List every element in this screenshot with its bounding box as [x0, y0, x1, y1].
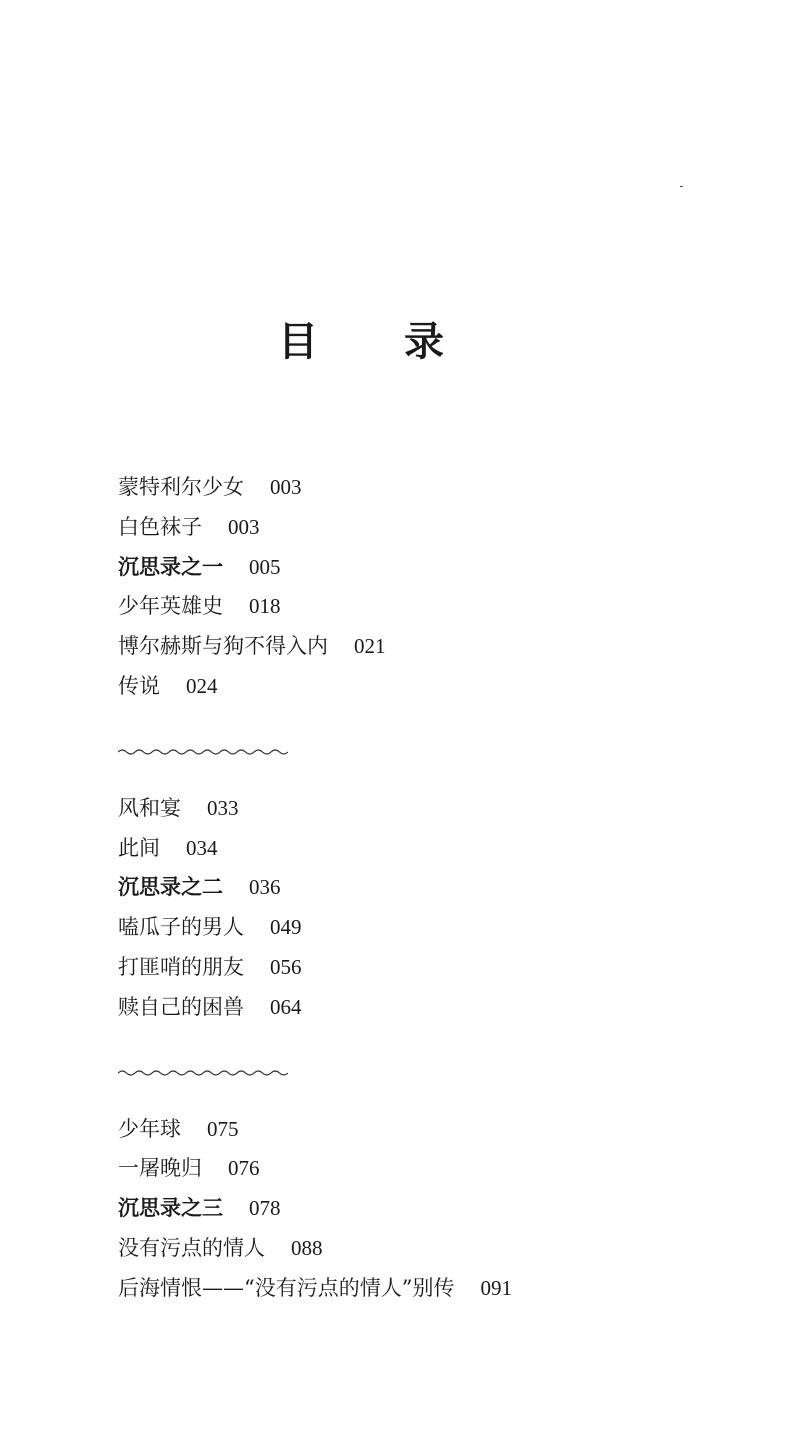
entry-title: 后海情恨——“没有污点的情人”别传 — [118, 1275, 455, 1300]
entry-title: 嗑瓜子的男人 — [118, 915, 244, 940]
entry-title: 少年球 — [118, 1116, 181, 1141]
wave-divider-icon — [118, 745, 288, 759]
toc-entry[interactable] — [118, 910, 758, 950]
toc-section-2 — [118, 791, 758, 1030]
entry-page-number: 078 — [249, 1196, 281, 1221]
entry-page-number: 033 — [207, 795, 239, 820]
table-of-contents — [118, 470, 758, 1311]
entry-page-number: 034 — [186, 835, 218, 860]
entry-page-number: 088 — [291, 1235, 323, 1260]
entry-title: 沉思录之三 — [118, 1195, 223, 1221]
toc-section-1 — [118, 470, 758, 709]
toc-entry[interactable] — [118, 990, 758, 1030]
toc-entry[interactable] — [118, 550, 758, 590]
wave-divider-icon — [118, 1066, 288, 1080]
toc-entry[interactable] — [118, 1151, 758, 1191]
entry-page-number: 091 — [480, 1275, 512, 1300]
toc-entry[interactable] — [118, 510, 758, 550]
entry-page-number: 018 — [249, 594, 281, 619]
toc-entry[interactable] — [118, 870, 758, 910]
entry-page-number: 076 — [228, 1156, 260, 1181]
entry-title: 沉思录之一 — [118, 553, 223, 579]
entry-title: 白色袜子 — [118, 514, 202, 539]
entry-title: 博尔赫斯与狗不得入内 — [118, 634, 328, 659]
entry-title: 一屠晚归 — [118, 1156, 202, 1181]
toc-entry[interactable] — [118, 1191, 758, 1231]
entry-title: 传说 — [118, 673, 160, 698]
toc-entry[interactable] — [118, 950, 758, 990]
entry-page-number: 075 — [207, 1116, 239, 1141]
toc-entry[interactable] — [118, 1112, 758, 1152]
entry-title: 沉思录之二 — [118, 874, 223, 900]
entry-title: 赎自己的困兽 — [118, 994, 244, 1019]
entry-title: 没有污点的情人 — [118, 1235, 265, 1260]
section-divider — [118, 1034, 758, 1112]
entry-page-number: 064 — [270, 994, 302, 1019]
toc-entry[interactable] — [118, 1231, 758, 1271]
toc-entry[interactable] — [118, 669, 758, 709]
entry-page-number: 056 — [270, 954, 302, 979]
entry-title: 少年英雄史 — [118, 594, 223, 619]
toc-entry[interactable] — [118, 1271, 758, 1311]
entry-title: 打匪哨的朋友 — [118, 954, 244, 979]
entry-title: 风和宴 — [118, 795, 181, 820]
entry-title: 此间 — [118, 835, 160, 860]
print-speck — [680, 186, 683, 187]
toc-entry[interactable] — [118, 470, 758, 510]
toc-entry[interactable] — [118, 831, 758, 871]
entry-page-number: 036 — [249, 875, 281, 900]
entry-page-number: 049 — [270, 915, 302, 940]
toc-entry[interactable] — [118, 629, 758, 669]
entry-page-number: 003 — [228, 514, 260, 539]
section-divider — [118, 713, 758, 791]
entry-page-number: 005 — [249, 554, 281, 579]
toc-entry[interactable] — [118, 589, 758, 629]
page-title: 目 录 — [278, 318, 480, 365]
toc-entry[interactable] — [118, 791, 758, 831]
entry-page-number: 024 — [186, 673, 218, 698]
toc-section-3 — [118, 1112, 758, 1311]
entry-page-number: 021 — [354, 634, 386, 659]
entry-page-number: 003 — [270, 475, 302, 499]
entry-title: 蒙特利尔少女 — [118, 475, 244, 499]
